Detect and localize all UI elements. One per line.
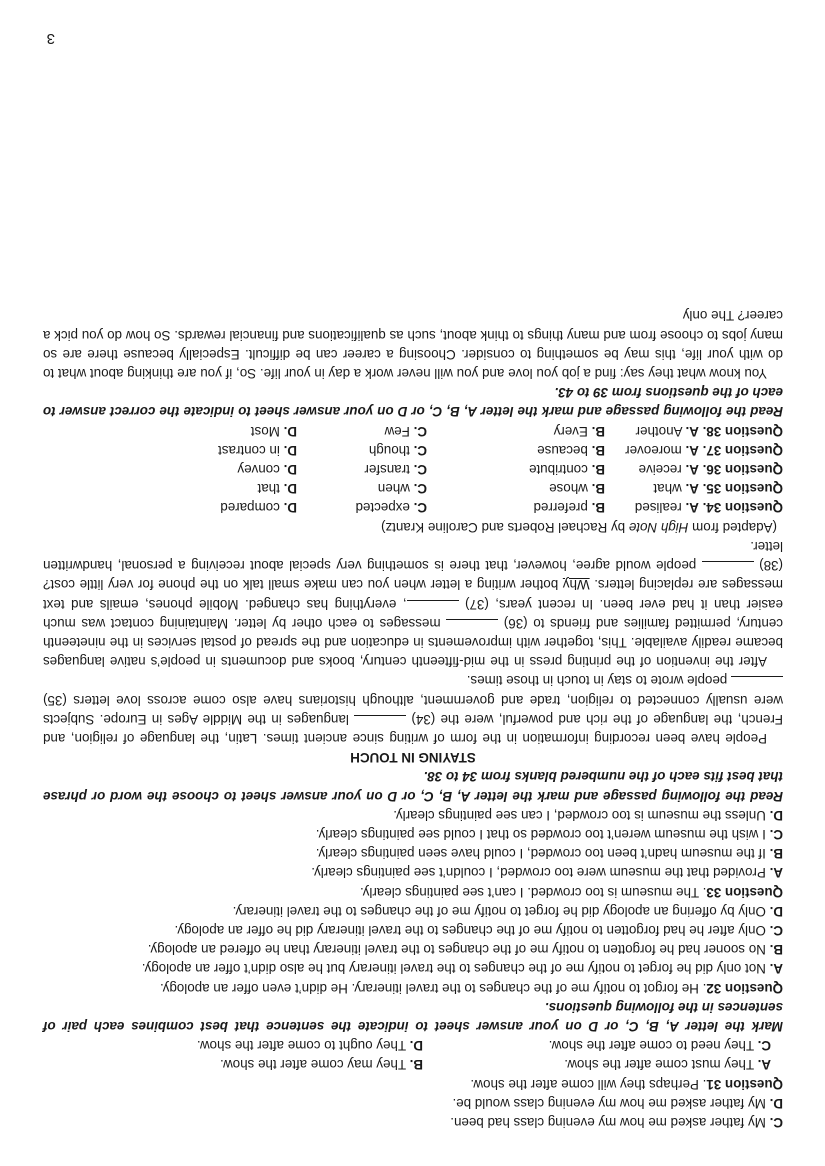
q32-option-d: D. Only by offering an apology did he forget to notify me of the changes to the travel itinerary.: [232, 903, 783, 919]
q32-option-c: C. Only after he had forgotten to notify me of the changes to the travel itinerary did he offer an apology.: [174, 922, 783, 938]
instruction-39-43: Read the following passage and mark the letter A, B, C, or D on your answer sheet to indicate the correct answer to each of the questions from 39 to 43.: [43, 385, 783, 420]
q30-option-c-text: My father asked me how my evening class had been.: [450, 1115, 766, 1130]
passage-paragraph-1: [43, 671, 783, 748]
q31-stem-text: . Perhaps they will come after the show.: [470, 1076, 707, 1092]
passage-p1-part-c: people wrote to stay in touch in those times.: [466, 673, 731, 689]
q32-label: Question 32: [706, 980, 783, 996]
q37-option-c: though: [368, 442, 410, 458]
q35-option-a: what: [653, 481, 682, 497]
q36-option-a: receive: [638, 462, 682, 478]
q38-row: Question 38. A. Another B. Every C. Few D. Most: [250, 423, 783, 439]
q34-label: Question 34.: [702, 500, 783, 516]
q33-option-c: C. I wish the museum weren’t too crowded so that I could see paintings clearly.: [315, 826, 783, 842]
q37-option-a: moreover: [625, 442, 682, 458]
q36-row: Question 36. A. receive B. contribute C. transfer D. convey: [237, 462, 783, 478]
passage-p2-part-e: people would agree, however, that there is something very special about receiving a personal, handwritten letter.: [43, 538, 783, 574]
q34-option-a: realised: [634, 500, 682, 516]
passage2-paragraph-1: You know what they say: find a job you love and you will never work a day in your life. So, if you are thinking about what to do with your life, this may be something to consider. Choosing a career can be difficult. Especially because there are so many jobs to choose from and many things to think about, such as qualifications and financial rewards. So how do you pick a career? The only: [43, 308, 783, 382]
q33-label: Question 33: [706, 884, 783, 900]
blank-36: [446, 619, 498, 632]
q32-option-a-text: Not only did he forget to notify me of the changes to the travel itinerary but he also didn’t offer an apology.: [141, 961, 766, 977]
q33-option-b: B. If the museum hadn’t been too crowded, I could have seen paintings clearly.: [315, 846, 783, 862]
q33-option-a-text: Provided that the museum were too crowded, I couldn’t see paintings clearly.: [311, 865, 766, 881]
q36-option-d: convey: [237, 462, 280, 478]
q38-option-b: Every: [553, 423, 588, 439]
q33-option-a: A. Provided that the museum were too crowded, I couldn’t see paintings clearly.: [311, 865, 783, 881]
passage-p1-part-a: People have been recording information in the form of writing since ancient times. Latin, the language of religion, and French, the language of the rich and powerful, were the (34): [43, 711, 783, 746]
q31-option-a: They must come after the show.: [564, 1057, 755, 1073]
q30-option-d: D. My father asked me how my evening class would be.: [452, 1095, 783, 1111]
passage-paragraph-2: [43, 537, 783, 671]
q36-option-b: contribute: [529, 462, 588, 478]
q31-options-cd: C. They need to come after the show. D. They ought to come after the show.: [196, 1038, 771, 1054]
blank-34: [354, 715, 406, 728]
q31-options-ab: A. They must come after the show. B. They may come after the show.: [220, 1057, 771, 1073]
q35-option-c: when: [377, 481, 410, 497]
q32-option-b-text: No sooner had he forgotten to notify me of the changes to the travel itinerary than he offered an apology.: [147, 942, 766, 958]
q37-label: Question 37.: [702, 442, 783, 458]
instruction-32-33: Mark the letter A, B, C, or D on your answer sheet to indicate the sentence that best combines each pair of sentences in the following questions.: [43, 999, 783, 1034]
q32-stem: [43, 978, 783, 997]
q33-stem-text: . The museum is too crowded. I can’t see paintings clearly.: [360, 884, 707, 900]
passage-p2-part-a: After the invention of the printing press in the mid-fifteenth century, books and documents in people’s native languages became readily available. This, together with improvements in education and the spread of postal services in the nineteenth century, permitted families and friends to (36): [43, 615, 783, 670]
q31-label: Question 31: [706, 1076, 783, 1092]
q31-stem: [43, 1074, 783, 1093]
q35-option-d: that: [257, 481, 280, 497]
passage-source: [43, 518, 783, 537]
page-content: [43, 306, 783, 1132]
q35-label: Question 35.: [702, 481, 783, 497]
source-book-title: High Note: [628, 519, 689, 535]
instruction-34-38: Read the following passage and mark the letter A, B, C, or D on your answer sheet to choose the word or phrase that best fits each of the numbered blanks from 34 to 38.: [43, 769, 783, 804]
q32-stem-text: . He forgot to notify me of the changes to the travel itinerary. He didn’t even offer an apology.: [159, 980, 707, 996]
passage-p2-part-d: bother writing a letter when you can make small talk on the phone for very little cost? (38): [43, 558, 783, 593]
q35-option-b: whose: [549, 481, 588, 497]
passage-p2-part-b: messages to each other by letter. Maintaining contact was much easier than it had ever been. In recent years, (37): [43, 596, 783, 631]
q37-option-b: because: [537, 442, 588, 458]
q32-option-b: B. No sooner had he forgotten to notify me of the changes to the travel itinerary than he offered an apology.: [147, 942, 783, 958]
q37-option-d: in contrast: [218, 442, 280, 458]
q31-option-c: They need to come after the show.: [548, 1038, 755, 1054]
blank-38: [702, 561, 754, 574]
q32-option-a: A. Not only did he forget to notify me of the changes to the travel itinerary but he also didn’t offer an apology.: [141, 961, 783, 977]
q33-option-d: D. Unless the museum is too crowded, I can see paintings clearly.: [393, 807, 783, 823]
passage-title: STAYING IN TOUCH: [350, 750, 476, 766]
q36-label: Question 36.: [702, 462, 783, 478]
q33-option-d-text: Unless the museum is too crowded, I can see paintings clearly.: [393, 807, 766, 823]
q38-option-c: Few: [384, 423, 410, 439]
source-authors: by Rachael Roberts and Caroline Krantz): [381, 519, 629, 535]
passage-underlined-why: Why: [562, 577, 590, 593]
passage-p1-part-b: languages in the Middle Ages in Europe. Subjects were usually connected to religion, trade and government, although historians have also come across love letters (35): [43, 692, 783, 727]
q38-option-d: Most: [250, 423, 280, 439]
q36-option-c: transfer: [364, 462, 410, 478]
passage-p2-part-c: , everything has changed. Mobile phones, emails and text messages are replacing letters.: [42, 577, 783, 612]
q38-option-a: Another: [635, 423, 683, 439]
q34-option-d: compared: [220, 500, 280, 516]
page-number: 3: [46, 30, 55, 47]
q33-stem: [43, 882, 783, 901]
q30-option-c: C. My father asked me how my evening class had been.: [450, 1115, 783, 1130]
blank-37: [407, 600, 459, 613]
q34-row: Question 34. A. realised B. preferred C. expected D. compared: [220, 500, 783, 516]
q34-option-c: expected: [355, 500, 410, 516]
q35-row: Question 35. A. what B. whose C. when D. that: [257, 481, 783, 497]
q38-label: Question 38.: [702, 423, 783, 439]
q30-option-d-text: My father asked me how my evening class would be.: [452, 1095, 766, 1111]
q34-option-b: preferred: [533, 500, 588, 516]
q31-option-b: They may come after the show.: [220, 1057, 407, 1073]
q33-option-b-text: If the museum hadn’t been too crowded, I could have seen paintings clearly.: [315, 846, 766, 862]
q37-row: Question 37. A. moreover B. because C. though D. in contrast: [218, 442, 783, 458]
blank-35: [731, 676, 783, 689]
q31-option-d: They ought to come after the show.: [196, 1038, 407, 1054]
q32-option-c-text: Only after he had forgotten to notify me of the changes to the travel itinerary did he offer an apology.: [174, 922, 766, 938]
source-prefix: (Adapted from: [688, 519, 777, 535]
q33-option-c-text: I wish the museum weren’t too crowded so that I could see paintings clearly.: [315, 826, 766, 842]
q32-option-d-text: Only by offering an apology did he forget to notify me of the changes to the travel itinerary.: [232, 903, 766, 919]
